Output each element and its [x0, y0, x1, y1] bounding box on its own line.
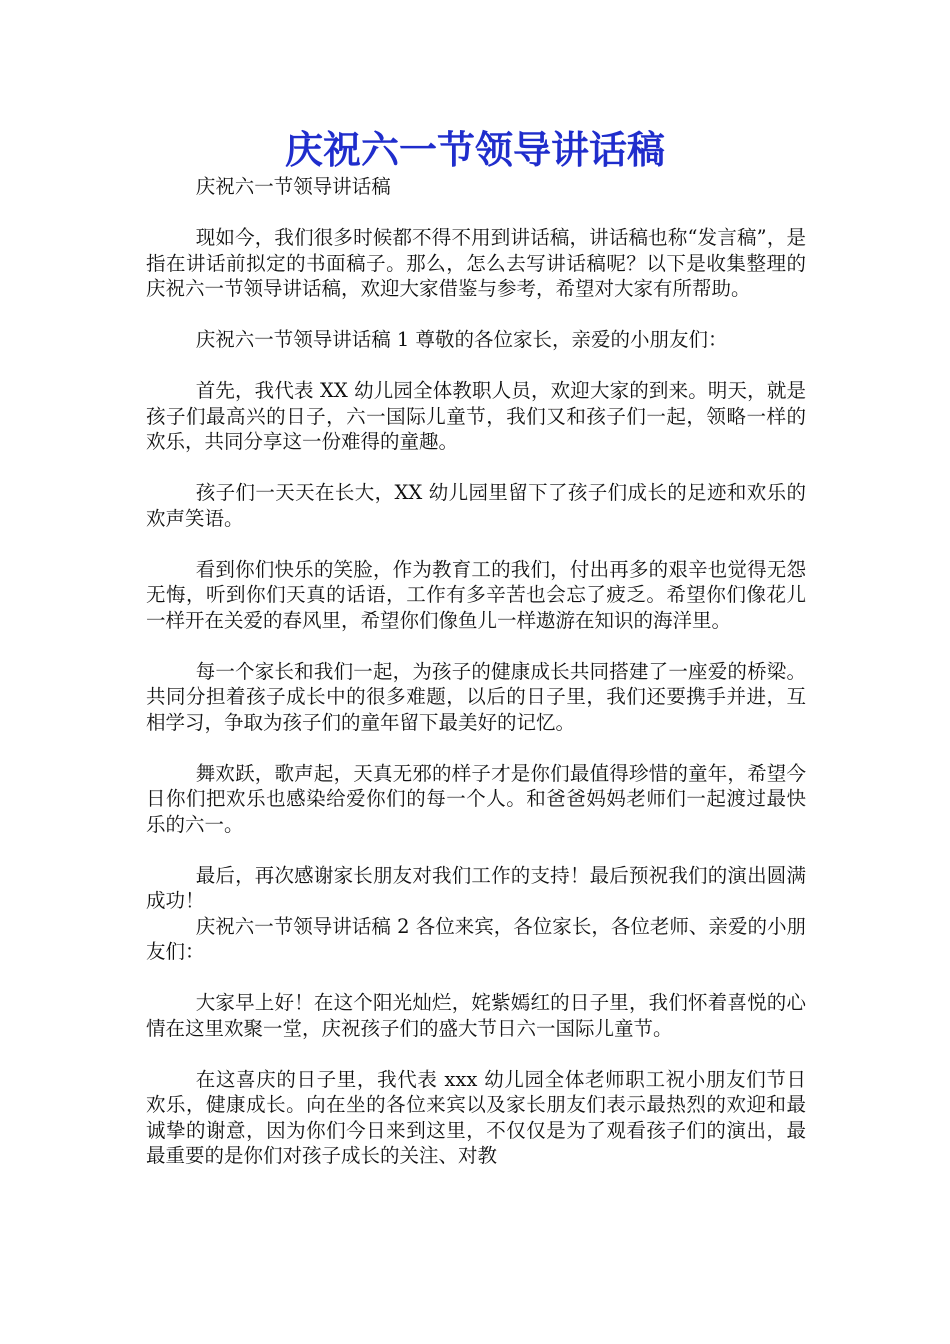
paragraph: 每一个家长和我们一起，为孩子的健康成长共同搭建了一座爱的桥梁。共同分担着孩子成长中的很多难题，以后的日子里，我们还要携手并进，互相学习，争取为孩子们的童年留下最美好的记忆。: [146, 659, 806, 734]
paragraph: 庆祝六一节领导讲话稿: [195, 175, 391, 198]
paragraph: 在这喜庆的日子里，我代表 xxx 幼儿园全体老师职工祝小朋友们节日欢乐，健康成长。向在坐的各位来宾以及家长朋友们表示最热烈的欢迎和最诚挚的谢意，因为你们今日来到这里，不仅仅是为了观看孩子们的演出，最最重要的是你们对孩子成长的关注、对教: [146, 1067, 806, 1167]
paragraph: 首先，我代表 XX 幼儿园全体教职人员，欢迎大家的到来。明天，就是孩子们最高兴的日子，六一国际儿童节，我们又和孩子们一起，领略一样的欢乐，共同分享这一份难得的童趣。: [146, 379, 806, 453]
paragraph: 庆祝六一节领导讲话稿 1 尊敬的各位家长，亲爱的小朋友们：: [195, 328, 728, 351]
paragraph: 看到你们快乐的笑脸，作为教育工的我们，付出再多的艰辛也觉得无怨无悔，听到你们天真的话语，工作有多辛苦也会忘了疲乏。希望你们像花儿一样开在关爱的春风里，希望你们像鱼儿一样遨游在知识的海洋里。: [146, 557, 806, 632]
paragraph: 孩子们一天天在长大，XX 幼儿园里留下了孩子们成长的足迹和欢乐的欢声笑语。: [146, 481, 806, 530]
paragraph: 大家早上好！在这个阳光灿烂，姹紫嫣红的日子里，我们怀着喜悦的心情在这里欢聚一堂，庆祝孩子们的盛大节日六一国际儿童节。: [146, 991, 806, 1040]
document-title: 庆祝六一节领导讲话稿: [284, 127, 665, 172]
paragraph: 现如今，我们很多时候都不得不用到讲话稿，讲话稿也称“发言稿”，是指在讲话前拟定的书面稿子。那么，怎么去写讲话稿呢？以下是收集整理的庆祝六一节领导讲话稿，欢迎大家借鉴与参考，希望对大家有所帮助。: [146, 226, 806, 300]
paragraph: 舞欢跃，歌声起，天真无邪的样子才是你们最值得珍惜的童年，希望今日你们把欢乐也感染给爱你们的每一个人。和爸爸妈妈老师们一起渡过最快乐的六一。: [146, 761, 806, 836]
paragraph: 最后，再次感谢家长朋友对我们工作的支持！最后预祝我们的演出圆满成功！: [146, 863, 806, 912]
document-body: [146, 174, 806, 1169]
paragraph: 庆祝六一节领导讲话稿 2 各位来宾，各位家长，各位老师、亲爱的小朋友们：: [146, 914, 806, 963]
